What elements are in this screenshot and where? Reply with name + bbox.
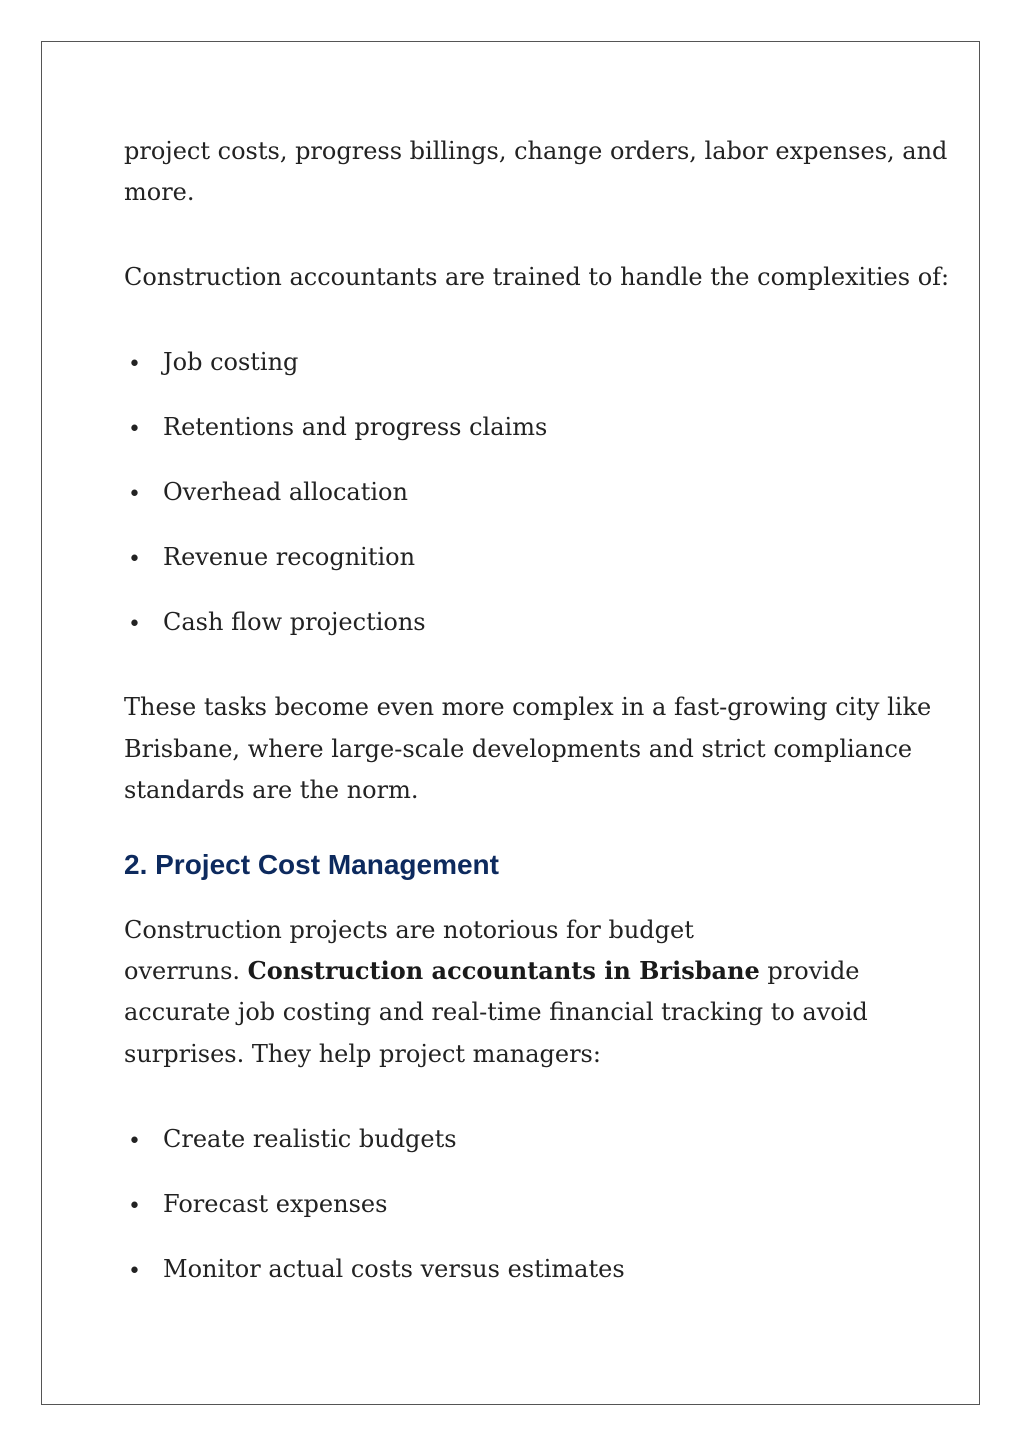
list-item-label: Monitor actual costs versus estimates (163, 1255, 625, 1283)
section2-para-line-4: surprises. They help project managers: (124, 1040, 601, 1068)
list-item-label: Cash flow projections (163, 608, 426, 636)
list-item-label: Create realistic budgets (163, 1125, 457, 1153)
list-item-label: Job costing (163, 348, 299, 376)
brisbane-para-line-1: These tasks become even more complex in a fast-growing city like (124, 693, 932, 721)
section2-para-line-1: Construction projects are notorious for budget (124, 916, 694, 944)
para-text: provide (759, 957, 860, 985)
para-text: overruns. (124, 957, 248, 985)
brisbane-para-line-3: standards are the norm. (124, 776, 419, 804)
intro-line-2: more. (124, 178, 195, 206)
bullet-icon: • (128, 482, 141, 507)
complexities-lead: Construction accountants are trained to handle the complexities of: (124, 263, 950, 291)
section2-para-line-2 (124, 956, 860, 985)
intro-line-1: project costs, progress billings, change orders, labor expenses, and (124, 137, 948, 165)
list-item-label: Overhead allocation (163, 478, 408, 506)
bullet-icon: • (128, 547, 141, 572)
list-item-label: Revenue recognition (163, 543, 416, 571)
bullet-icon: • (128, 417, 141, 442)
bullet-icon: • (128, 1129, 141, 1154)
section2-para-line-3: accurate job costing and real-time financial tracking to avoid (124, 998, 868, 1026)
bullet-icon: • (128, 1259, 141, 1284)
bullet-icon: • (128, 352, 141, 377)
list-item-label: Retentions and progress claims (163, 413, 548, 441)
list-item-label: Forecast expenses (163, 1190, 388, 1218)
brisbane-para-line-2: Brisbane, where large-scale developments and strict compliance (124, 735, 913, 763)
bullet-icon: • (128, 612, 141, 637)
bold-keyword: Construction accountants in Brisbane (247, 956, 760, 985)
bullet-icon: • (128, 1194, 141, 1219)
section-heading: 2. Project Cost Management (124, 849, 499, 880)
